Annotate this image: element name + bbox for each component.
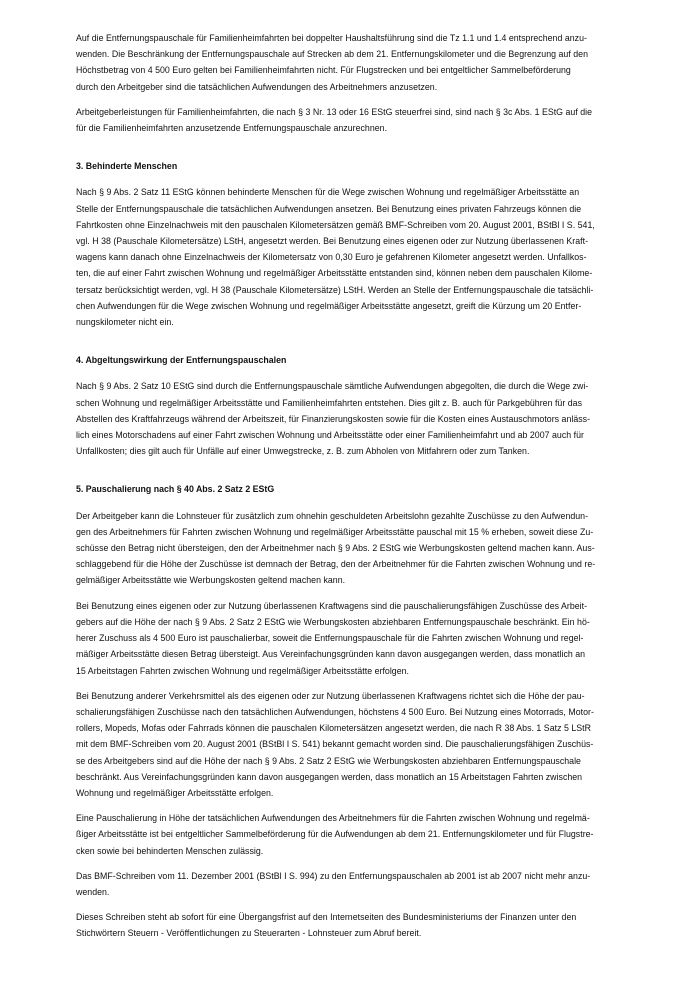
text-line: Dieses Schreiben steht ab sofort für eine Übergangsfrist auf den Internetseiten des Bundesministeriums der Finanzen unter den [76, 912, 577, 923]
text-line: Nach § 9 Abs. 2 Satz 11 EStG können behinderte Menschen für die Wege zwischen Wohnung und regelmäßiger Arbeitsstätte an [76, 187, 580, 198]
text-line: Nach § 9 Abs. 2 Satz 10 EStG sind durch die Entfernungspauschale sämtliche Aufwendungen abgegolten, die durch die Wege zwi- [76, 381, 589, 392]
text-line: wenden. [76, 886, 110, 897]
intro-paragraph-2 [76, 104, 624, 136]
text-line: se des Arbeitgebers sind auf die Höhe der nach § 9 Abs. 2 Satz 2 EStG wie Werbungskosten abziehbaren Entfernungspauschale [76, 755, 581, 766]
text-line: Auf die Entfernungspauschale für Familienheimfahrten bei doppelter Haushaltsführung sind die Tz 1.1 und 1.4 entsprechend anzu- [76, 33, 587, 43]
text-line: mäßiger Arbeitsstätte diesen Betrag übersteigt. Aus Vereinfachungsgründen kann davon ausgegangen werden, dass monatlich an [76, 649, 586, 660]
text-line: wenden. Die Beschränkung der Entfernungspauschale auf Strecken ab dem 21. Entfernungskilometer und die Begrenzung auf den [76, 49, 588, 60]
text-line: ßiger Arbeitsstätte ist bei entgeltlicher Sammelbeförderung für die Aufwendungen ab dem 21. Entfernungskilometer und für Flugstre- [76, 829, 594, 840]
text-line: schen Wohnung und regelmäßiger Arbeitsstätte und Familienheimfahrten entstehen. Dies gilt z. B. auch für Parkgebühren für das [76, 397, 582, 408]
text-line: gen des Arbeitnehmers für Fahrten zwischen Wohnung und regelmäßiger Arbeitsstätte pauschal mit 15 % erheben, soweit diese Zu- [76, 526, 594, 537]
text-line: schüsse den Betrag nicht übersteigen, den der Arbeitnehmer nach § 9 Abs. 2 EStG wie Werbungskosten geltend machen kann. Aus- [76, 543, 595, 554]
section-4-heading: 4. Abgeltungswirkung der Entfernungspauschalen [76, 355, 287, 366]
section-5-paragraph-1 [76, 508, 624, 589]
section-3-paragraph-1 [76, 184, 624, 330]
text-line: herer Zuschuss als 4 500 Euro ist pauschalierbar, soweit die Entfernungspauschale für die Fahrten zwischen Wohnung und regel- [76, 633, 584, 644]
text-line: chen Aufwendungen für die Wege zwischen Wohnung und regelmäßiger Arbeitsstätte angesetzt, greift die Kürzung um 20 Entfer- [76, 300, 582, 311]
text-line: schlaggebend für die Höhe der Zuschüsse ist demnach der Betrag, den der Arbeitnehmer für die Fahrten zwischen Wohnung und re- [76, 559, 596, 570]
text-line: Der Arbeitgeber kann die Lohnsteuer für zusätzlich zum ohnehin geschuldeten Arbeitslohn gezahlte Zuschüsse zu den Aufwendun- [76, 510, 589, 521]
text-line: Das BMF-Schreiben vom 11. Dezember 2001 (BStBl I S. 994) zu den Entfernungspauschalen ab 2001 ist ab 2007 nicht mehr anzu- [76, 870, 591, 881]
text-line: Stichwörtern Steuern - Veröffentlichungen zu Steuerarten - Lohnsteuer zum Abruf bereit. [76, 928, 422, 939]
text-line: ten, die auf einer Fahrt zwischen Wohnung und regelmäßiger Arbeitsstätte entstanden sind, können neben dem pauschalen Kilome- [76, 268, 593, 279]
text-line: für die Familienheimfahrten anzusetzende Entfernungspauschale anzurechnen. [76, 123, 388, 134]
text-line: nungskilometer nicht ein. [76, 317, 174, 328]
text-line: Bei Benutzung anderer Verkehrsmittel als des eigenen oder zur Nutzung überlassenen Kraftwagens richtet sich die Höhe der pau- [76, 690, 585, 701]
text-line: Arbeitgeberleistungen für Familienheimfahrten, die nach § 3 Nr. 13 oder 16 EStG steuerfrei sind, sind nach § 3c Abs. 1 EStG auf die [76, 106, 593, 117]
text-line: 15 Arbeitstagen Fahrten zwischen Wohnung und regelmäßiger Arbeitsstätte erfolgen. [76, 665, 410, 676]
section-5-paragraph-6 [76, 909, 624, 941]
text-line: schalierungsfähigen Zuschüsse nach den tatsächlichen Aufwendungen, höchstens 4 500 Euro. Bei Nutzung eines Motorrads, Motor- [76, 706, 594, 717]
text-line: Unfallkosten; dies gilt auch für Unfälle auf einer Umwegstrecke, z. B. zum Abholen von Mitfahrern oder zum Tanken. [76, 446, 530, 457]
section-5-paragraph-2 [76, 598, 624, 679]
text-line: Fahrtkosten ohne Einzelnachweis mit den pauschalen Kilometersätzen gemäß BMF-Schreiben vom 20. August 2001, BStBl I S. 541, [76, 219, 595, 230]
text-line: tersatz berücksichtigt werden, vgl. H 38 (Pauschale Kilometersätze) LStH. Werden an Stelle der Entfernungspauschale die tatsächli- [76, 284, 594, 295]
text-line: Stelle der Entfernungspauschale die tatsächlichen Aufwendungen ansetzen. Bei Benutzung eines privaten Fahrzeugs können die [76, 203, 582, 214]
text-line: Bei Benutzung eines eigenen oder zur Nutzung überlassenen Kraftwagens sind die pauschalierungsfähigen Zuschüsse des Arbeit- [76, 600, 588, 611]
text-line: wagens kann danach ohne Einzelnachweis der Kilometersatz von 0,30 Euro je gefahrenen Kilometer angesetzt werden. Unfallkos- [76, 252, 587, 263]
text-line: Abstellen des Kraftfahrzeugs während der Arbeitszeit, für Finanzierungskosten sowie für die Kosten eines Austauschmotors anläss- [76, 413, 591, 424]
text-line: rollers, Mopeds, Mofas oder Fahrrads können die pauschalen Kilometersätzen angesetzt werden, die nach R 38 Abs. 1 Satz 5 LStR [76, 723, 591, 734]
text-line: vgl. H 38 (Pauschale Kilometersätze) LStH, angesetzt werden. Bei Benutzung eines eigenen oder zur Nutzung überlassenen Kraft- [76, 236, 589, 247]
text-line: mit dem BMF-Schreiben vom 20. August 2001 (BStBl I S. 541) bekannt gemacht worden sind. Die pauschalierungsfähigen Zuschüs- [76, 739, 594, 750]
section-3-heading: 3. Behinderte Menschen [76, 161, 178, 172]
intro-paragraph-1 [76, 30, 624, 95]
text-line: lich eines Motorschadens auf einer Fahrt zwischen Wohnung und Arbeitsstätte oder einer Familienheimfahrt und ab 2007 auch für [76, 430, 584, 441]
text-line: beschränkt. Aus Vereinfachungsgründen kann davon ausgegangen werden, dass monatlich an 15 Arbeitstagen Fahrten zwischen [76, 771, 583, 782]
section-5-heading: 5. Pauschalierung nach § 40 Abs. 2 Satz 2 EStG [76, 484, 275, 495]
text-line: Wohnung und regelmäßiger Arbeitsstätte erfolgen. [76, 787, 274, 798]
text-line: Höchstbetrag von 4 500 Euro gelten bei Familienheimfahrten nicht. Für Flugstrecken und bei entgeltlicher Sammelbeförderung [76, 65, 571, 76]
section-5-paragraph-5 [76, 868, 624, 900]
section-5-paragraph-3 [76, 688, 624, 801]
section-5-paragraph-4 [76, 810, 624, 859]
text-line: Eine Pauschalierung in Höhe der tatsächlichen Aufwendungen des Arbeitnehmers für die Fahrten zwischen Wohnung und regelmä- [76, 813, 590, 824]
text-line: gelmäßiger Arbeitsstätte wie Werbungskosten geltend machen kann. [76, 575, 346, 586]
text-line: gebers auf die Höhe der nach § 9 Abs. 2 Satz 2 EStG wie Werbungskosten abziehbaren Entfernungspauschale beschränkt. Ein hö- [76, 616, 590, 627]
text-line: durch den Arbeitgeber sind die tatsächlichen Aufwendungen des Arbeitnehmers anzusetzen. [76, 81, 438, 92]
text-line: cken sowie bei behinderten Menschen zulässig. [76, 845, 264, 856]
section-4-paragraph-1 [76, 378, 624, 459]
